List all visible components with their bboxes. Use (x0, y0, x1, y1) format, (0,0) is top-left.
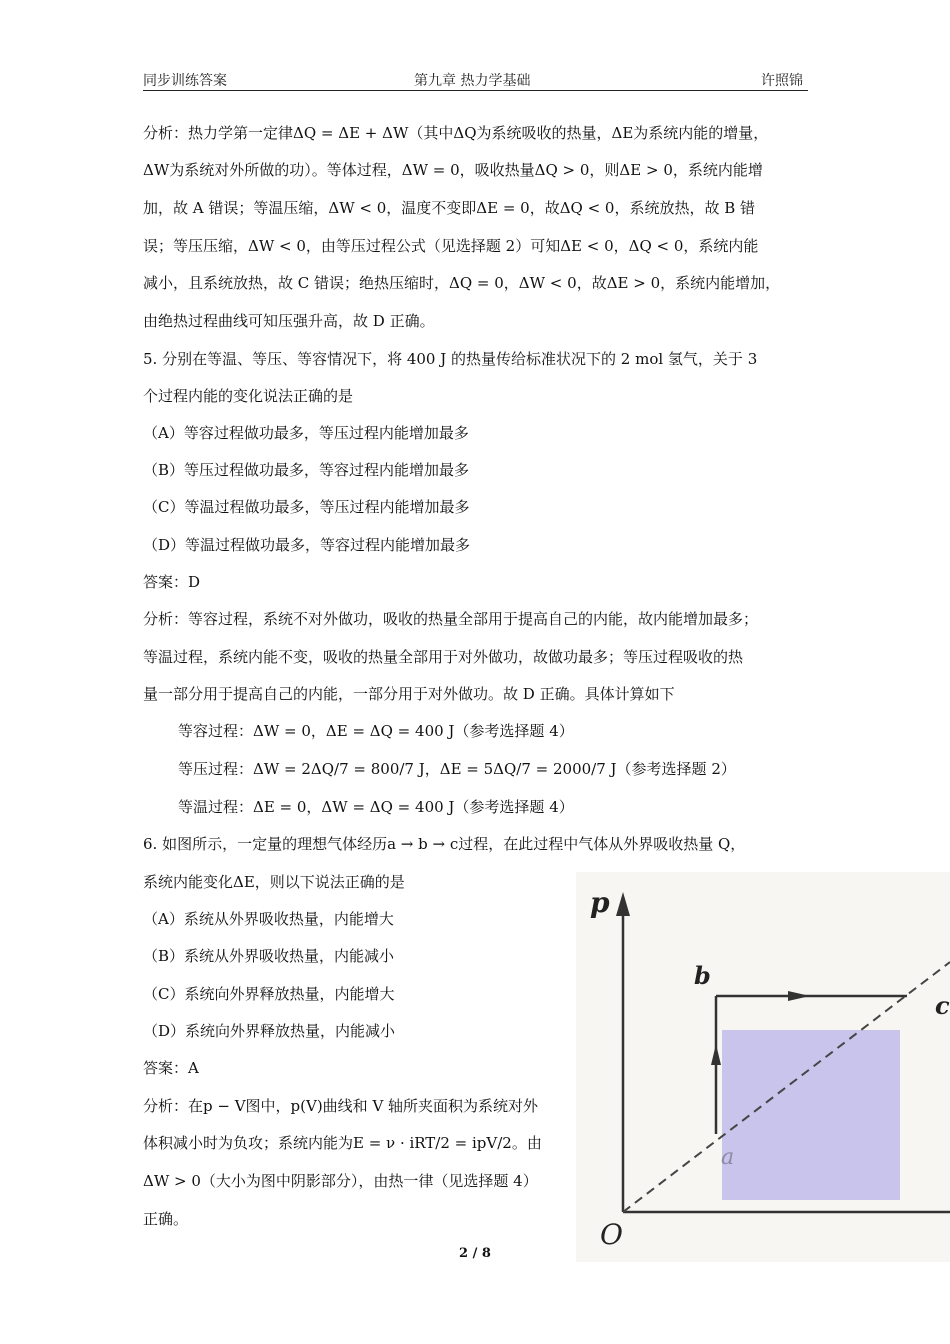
option-c: （C）系统向外界释放热量，内能增大 (143, 985, 395, 1003)
header-right: 许照锦 (761, 73, 803, 89)
origin-label: O (600, 1218, 623, 1251)
point-a-label: a (721, 1145, 735, 1170)
calc-line: 等温过程：ΔE = 0，ΔW = ΔQ = 400 J（参考选择题 4） (178, 798, 574, 816)
text-line: ΔW > 0（大小为图中阴影部分），由热一律（见选择题 4） (143, 1172, 538, 1190)
option-a: （A）等容过程做功最多，等压过程内能增加最多 (143, 424, 469, 442)
option-d: （D）等温过程做功最多，等容过程内能增加最多 (143, 536, 471, 554)
text-line: 加，故 A 错误；等温压缩，ΔW < 0，温度不变即ΔE = 0，故ΔQ < 0，系统放热，故 B 错 (143, 199, 756, 217)
text-line: 分析：热力学第一定律ΔQ = ΔE + ΔW（其中ΔQ为系统吸收的热量，ΔE为系统内能的增量， (143, 124, 769, 142)
p-axis-label: p (590, 886, 610, 919)
text-line: ΔW为系统对外所做的功）。等体过程，ΔW = 0，吸收热量ΔQ > 0，则ΔE > 0，系统内能增 (143, 161, 763, 179)
option-d: （D）系统向外界释放热量，内能减小 (143, 1022, 396, 1040)
pv-diagram-svg (576, 872, 950, 1262)
text-line: 减小，且系统放热，故 C 错误；绝热压缩时，ΔQ = 0，ΔW < 0，故ΔE > 0，系统内能增加， (143, 274, 781, 292)
calc-line: 等容过程：ΔW = 0，ΔE = ΔQ = 400 J（参考选择题 4） (178, 722, 574, 740)
header-left: 同步训练答案 (143, 73, 227, 89)
question-6: 6. 如图所示，一定量的理想气体经历a → b → c过程，在此过程中气体从外界吸收热量 Q， (143, 835, 746, 853)
answer: 答案：D (143, 573, 201, 591)
question-5: 5. 分别在等温、等压、等容情况下，将 400 J 的热量传给标准状况下的 2 mol 氢气，关于 3 (143, 350, 758, 368)
text-line: 分析：等容过程，系统不对外做功，吸收的热量全部用于提高自己的内能，故内能增加最多； (143, 610, 759, 628)
answer: 答案：A (143, 1059, 199, 1077)
point-c-label: c (935, 991, 950, 1020)
option-a: （A）系统从外界吸收热量，内能增大 (143, 910, 394, 928)
header-rule (143, 90, 808, 91)
calc-line: 等压过程：ΔW = 2ΔQ/7 = 800/7 J，ΔE = 5ΔQ/7 = 2000/7 J（参考选择题 2） (178, 760, 736, 778)
text-line: 误；等压压缩，ΔW < 0，由等压过程公式（见选择题 2）可知ΔE < 0，ΔQ < 0，系统内能 (143, 237, 759, 255)
text-line: 分析：在p − V图中，p(V)曲线和 V 轴所夹面积为系统对外 (143, 1097, 539, 1115)
point-b-label: b (694, 961, 711, 990)
option-c: （C）等温过程做功最多，等压过程内能增加最多 (143, 498, 470, 516)
text-line: 个过程内能的变化说法正确的是 (143, 387, 354, 405)
header-center: 第九章 热力学基础 (414, 73, 531, 89)
page-number: 2 / 8 (459, 1246, 491, 1261)
text-line: 体积减小时为负攻；系统内能为E = ν · iRT/2 = ipV/2。由 (143, 1134, 542, 1152)
text-line: 量一部分用于提高自己的内能，一部分用于对外做功。故 D 正确。具体计算如下 (143, 685, 675, 703)
pv-diagram-figure (576, 872, 950, 1262)
text-line: 系统内能变化ΔE，则以下说法正确的是 (143, 873, 405, 891)
text-line: 等温过程，系统内能不变，吸收的热量全部用于对外做功，故做功最多；等压过程吸收的热 (143, 648, 744, 666)
option-b: （B）系统从外界吸收热量，内能减小 (143, 947, 395, 965)
text-line: 正确。 (143, 1210, 189, 1228)
option-b: （B）等压过程做功最多，等容过程内能增加最多 (143, 461, 470, 479)
text-line: 由绝热过程曲线可知压强升高，故 D 正确。 (143, 312, 435, 330)
